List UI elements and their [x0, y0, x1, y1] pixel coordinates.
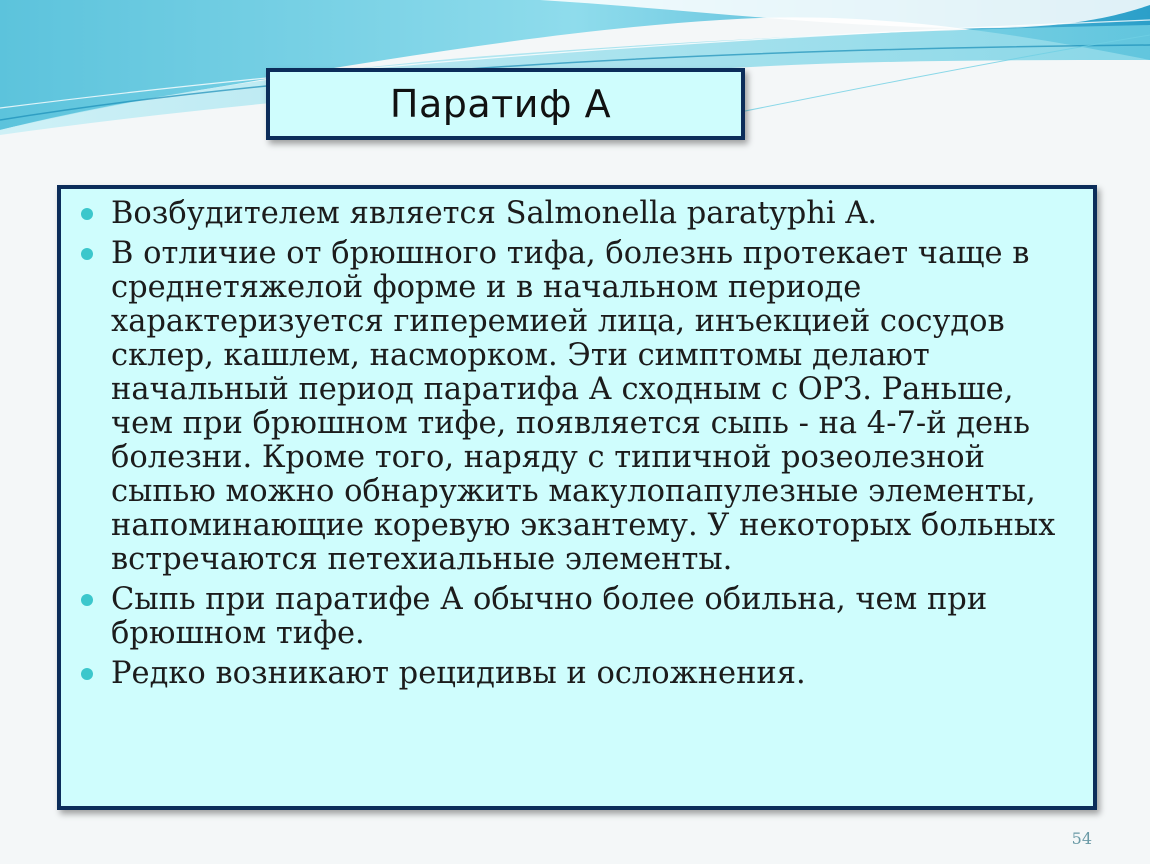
bullet-dot-icon	[81, 248, 93, 260]
bullet-list	[79, 197, 1079, 691]
bullet-item	[79, 583, 1079, 651]
bullet-item	[79, 237, 1079, 577]
content-box	[57, 185, 1097, 810]
bullet-dot-icon	[81, 594, 93, 606]
bullet-dot-icon	[81, 208, 93, 220]
bullet-text: Редко возникают рецидивы и осложнения.	[111, 656, 806, 691]
bullet-text: Возбудителем является Salmonella paratyphi A.	[111, 196, 878, 231]
bullet-dot-icon	[81, 668, 93, 680]
page-number: 54	[1071, 829, 1092, 848]
title-box	[266, 68, 745, 140]
bullet-item	[79, 197, 1079, 231]
bullet-text: В отличие от брюшного тифа, болезнь протекает чаще в среднетяжелой форме и в начальном периоде характеризуется гиперемией лица, инъекцией сосудов склер, кашлем, насморком. Эти симптомы делают начальный период паратифа А сходным с ОРЗ. Раньше, чем при брюшном тифе, появляется сыпь - на 4-7-й день болезни. Кроме того, наряду с типичной розеолезной сыпью можно обнаружить макулопапулезные элементы, напоминающие коревую экзантему. У некоторых больных встречаются петехиальные элементы.	[111, 236, 1056, 577]
bullet-item	[79, 657, 1079, 691]
slide-title: Паратиф А	[389, 82, 612, 126]
bullet-text: Сыпь при паратифе А обычно более обильна, чем при брюшном тифе.	[111, 582, 988, 651]
